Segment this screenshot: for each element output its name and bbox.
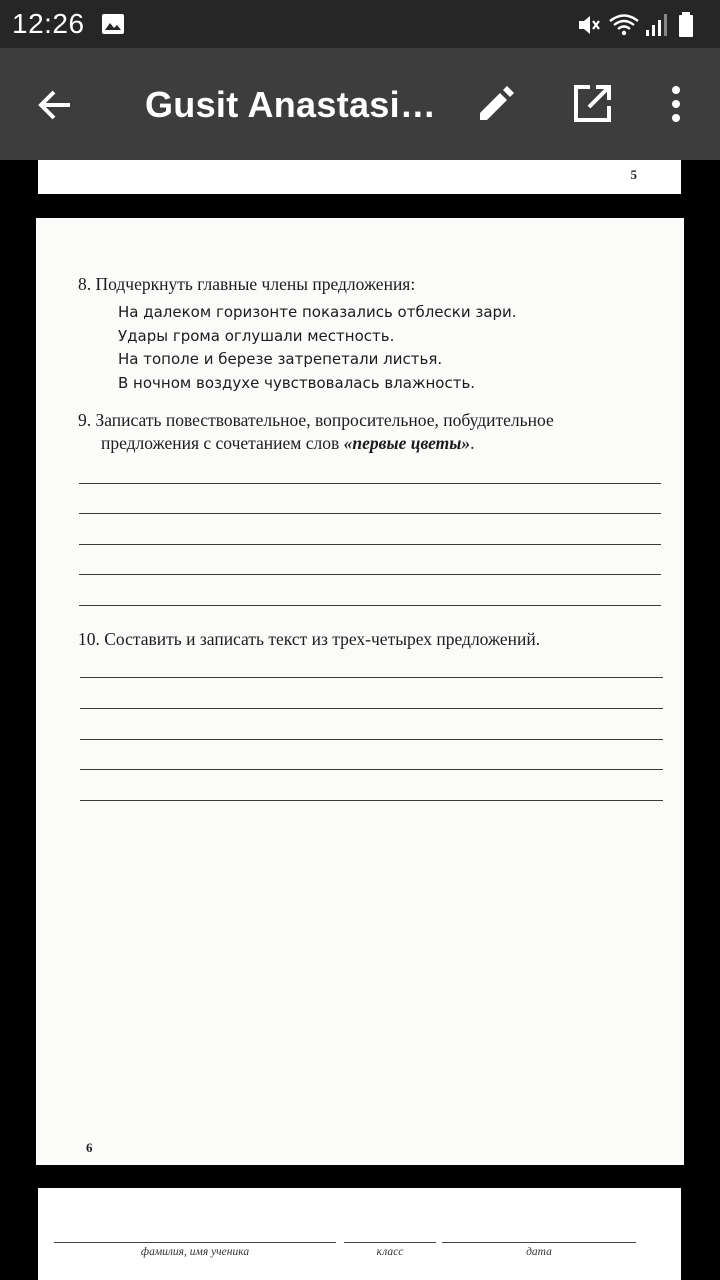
answer-line (79, 513, 661, 514)
task-8-number: 8. (78, 274, 92, 294)
open-external-icon (570, 82, 614, 126)
open-external-button[interactable] (570, 82, 614, 126)
page-number: 6 (86, 1140, 93, 1155)
name-field-line (54, 1242, 336, 1243)
task-10 (78, 628, 540, 651)
class-field-line (344, 1242, 436, 1243)
previous-page (38, 160, 681, 194)
task-10-number: 10. (78, 629, 100, 649)
answer-line (79, 544, 661, 545)
sentence: На далеком горизонте показались отблески зари. (118, 303, 517, 321)
task-9-text-suffix: . (470, 433, 475, 453)
answer-line (79, 574, 661, 575)
task-8-text: Подчеркнуть главные члены предложения: (95, 274, 416, 294)
status-bar (0, 0, 720, 48)
date-field-label: дата (526, 1246, 552, 1258)
task-9-text-prefix: предложения с сочетанием слов (101, 433, 344, 453)
previous-page-number: 5 (630, 167, 637, 182)
answer-line (80, 677, 663, 678)
edit-button[interactable] (474, 82, 518, 126)
date-field-line (442, 1242, 636, 1243)
name-field-label: фамилия, имя ученика (140, 1246, 250, 1258)
back-arrow-icon (30, 80, 80, 130)
gallery-icon (101, 13, 125, 35)
answer-line (80, 769, 663, 770)
answer-line (79, 483, 661, 484)
mute-icon (576, 12, 602, 38)
more-button[interactable] (660, 82, 692, 126)
task-9-text-line2 (78, 432, 668, 455)
task-9-text: Записать повествовательное, вопросительное, побудительное (95, 410, 554, 430)
more-vert-icon (660, 82, 692, 126)
answer-line (80, 708, 663, 709)
back-button[interactable] (30, 80, 80, 130)
current-page (36, 218, 684, 1165)
task-9-number: 9. (78, 410, 92, 430)
task-8-sentences (118, 301, 517, 395)
sentence: Удары грома оглушали местность. (118, 326, 395, 345)
signal-icon (644, 12, 670, 38)
task-9-phrase: «первые цветы» (343, 433, 471, 453)
sentence: В ночном воздухе чувствовалась влажность. (118, 373, 476, 392)
answer-line (80, 739, 663, 740)
task-10-text: Составить и записать текст из трех-четырех предложений. (104, 629, 541, 649)
app-bar (0, 48, 720, 160)
task-8 (78, 273, 415, 296)
sentence: На тополе и березе затрепетали листья. (118, 350, 443, 368)
answer-line (80, 800, 663, 801)
document-viewer[interactable] (0, 160, 720, 1280)
status-time: 12:26 (12, 8, 85, 39)
app-title: Gusit Anastasi… (145, 84, 437, 125)
edit-pencil-icon (474, 82, 518, 126)
answer-line (79, 605, 661, 606)
class-field-label: класс (376, 1246, 404, 1258)
battery-icon (676, 12, 696, 38)
task-9 (78, 409, 668, 455)
next-page (38, 1188, 681, 1280)
wifi-icon (608, 12, 640, 38)
